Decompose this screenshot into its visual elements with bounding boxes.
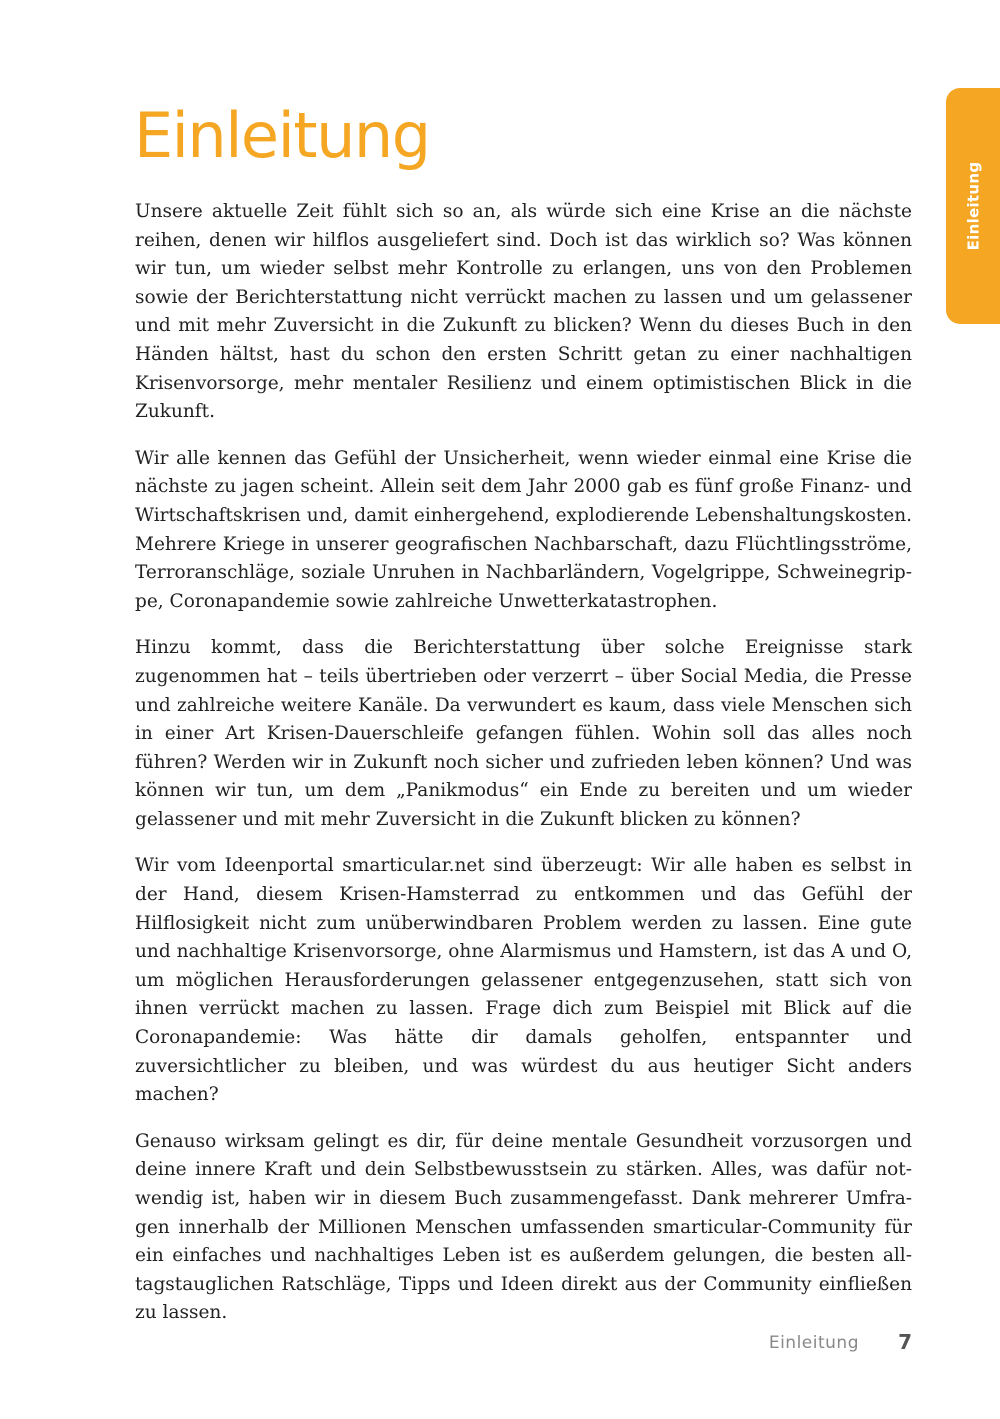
side-tab-label: Einleitung	[964, 161, 983, 251]
paragraph-4: Wir vom Ideenportal smarticular.net sind überzeugt: Wir alle haben es selbst in der Hand, diesem Krisen-Hamsterrad zu entkommen und das Gefühl der Hilflosigkeit nicht zum unüberwindbaren Problem werden zu lassen. Eine gute und nachhaltige Krisenvorsorge, ohne Alarmismus und Hamstern, ist das A und O, um möglichen Herausforderungen gelassener entgegenzusehen, statt sich von ihnen verrückt machen zu lassen. Frage dich zum Beispiel mit Blick auf die Coronapandemie: Was hätte dir damals geholfen, entspannter und zuversichtlicher zu bleiben, und was würdest du aus heutiger Sicht anders machen?	[135, 855, 912, 1106]
paragraph-1: Unsere aktuelle Zeit fühlt sich so an, als würde sich eine Krise an die nächste reihen, denen wir hilflos ausgeliefert sind. Doch ist das wirklich so? Was können wir tun, um wieder selbst mehr Kontrolle zu erlangen, uns von den Problemen sowie der Berichterstattung nicht verrückt machen zu lassen und um gelassener und mit mehr Zuversicht in die Zukunft zu blicken? Wenn du dieses Buch in den Händen hältst, hast du schon den ersten Schritt getan zu einer nachhaltigen Krisenvorsorge, mehr mentaler Resilienz und einem optimistischen Blick in die Zukunft.	[135, 201, 912, 423]
paragraph-5: Genauso wirksam gelingt es dir, für deine mentale Gesundheit vorzusorgen und deine innere Kraft und dein Selbstbewusstsein zu stärken. Alles, was dafür notwendig ist, haben wir in diesem Buch zusammengefasst. Dank mehrerer Umfragen innerhalb der Millionen Menschen umfassenden smarticular-Community für ein einfaches und nachhaltiges Leben ist es außerdem gelungen, die besten alltagstauglichen Ratschläge, Tipps und Ideen direkt aus der Community einfließen zu lassen.	[135, 1130, 912, 1324]
paragraph-2: Wir alle kennen das Gefühl der Unsicherheit, wenn wieder einmal eine Krise die nächste zu jagen scheint. Allein seit dem Jahr 2000 gab es fünf große Finanz- und Wirtschaftskrisen und, damit einhergehend, explodierende Lebenshaltungskosten. Mehrere Kriege in unserer geografischen Nachbarschaft, dazu Flüchtlingsströme, Terroranschläge, soziale Unruhen in Nachbarländern, Vogelgrippe, Schweinegrippe, Coronapandemie sowie zahlreiche Unwetterkatastrophen.	[135, 447, 912, 612]
chapter-body	[135, 198, 912, 1328]
running-footer-label: Einleitung	[768, 1333, 859, 1353]
page-number: 7	[898, 1330, 912, 1354]
chapter-side-tab	[946, 88, 1000, 324]
chapter-title: Einleitung	[134, 99, 430, 172]
paragraph-3: Hinzu kommt, dass die Berichterstattung über solche Ereignisse stark zugenommen hat – teils übertrieben oder verzerrt – über Social Media, die Presse und zahlreiche weitere Kanäle. Da verwundert es kaum, dass viele Menschen sich in einer Art Krisen-Dauerschleife gefangen fühlen. Wohin soll das alles noch führen? Werden wir in Zukunft noch sicher und zufrieden leben können? Und was können wir tun, um dem „Panikmodus“ ein Ende zu bereiten und um wieder gelassener und mit mehr Zuversicht in die Zukunft blicken zu können?	[135, 637, 912, 830]
